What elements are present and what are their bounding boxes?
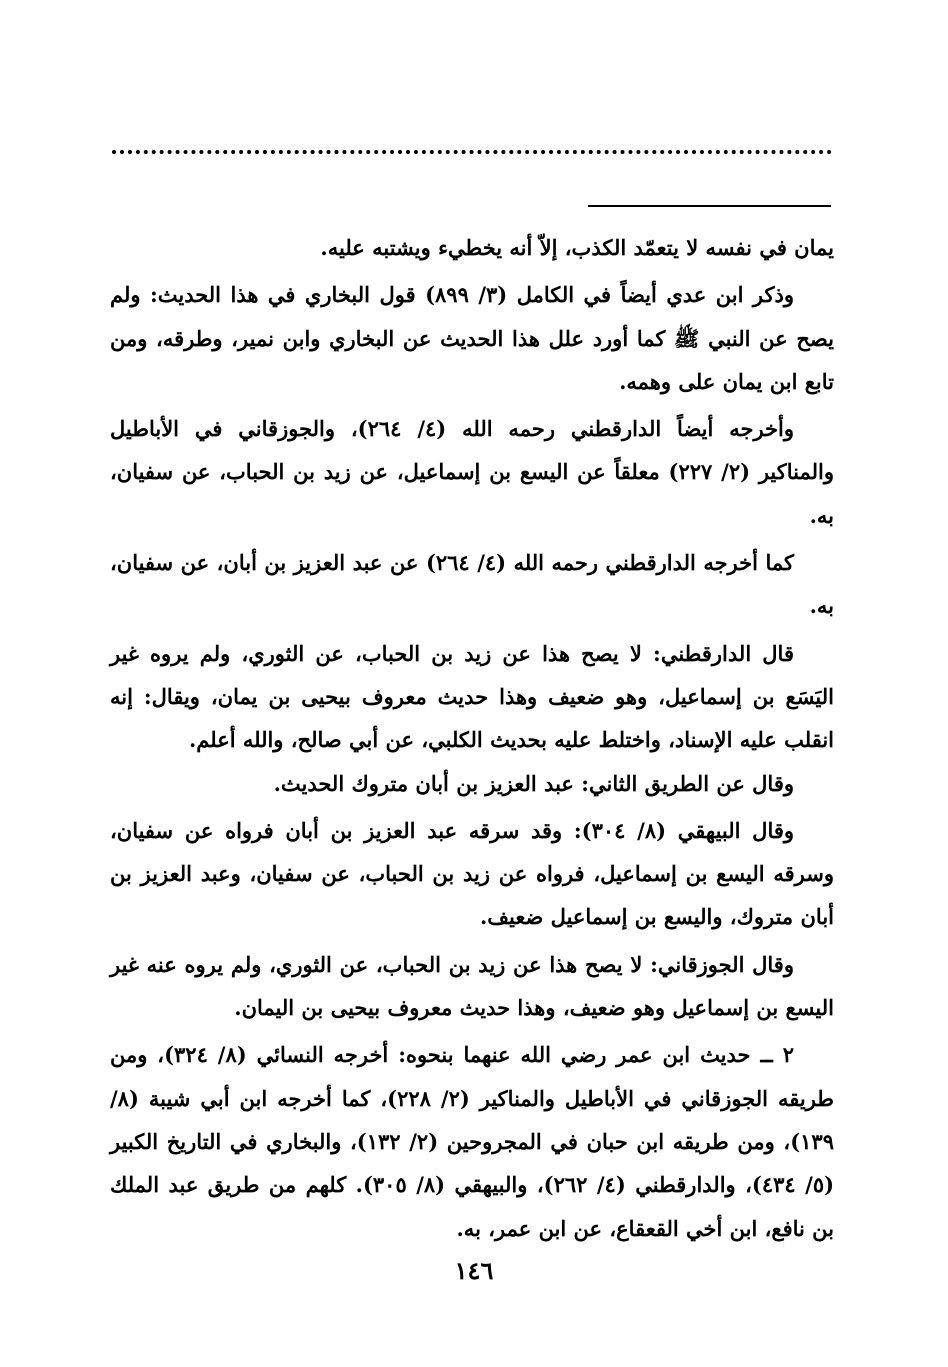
paragraph: وقال البيهقي (٨/ ٣٠٤): وقد سرقه عبد العزيز بن أبان فرواه عن سفيان، وسرقه اليسع بن إسماعيل، فرواه عن زيد بن الحباب، عن سفيان، وعبد العزيز بن أبان متروك، واليسع بن إسماعيل ضعيف. [110, 817, 834, 930]
paragraph: وقال الجوزقاني: لا يصح هذا عن زيد بن الحباب، عن الثوري، ولم يروه عنه غير اليسع بن إسماعيل وهو ضعيف، وهذا حديث معروف بيحيى بن اليمان. [110, 951, 834, 1021]
paragraph: يمان في نفسه لا يتعمّد الكذب، إلاّ أنه يخطيء ويشتبه عليه. [320, 235, 834, 260]
dotted-separator [112, 150, 832, 154]
paragraph: وذكر ابن عدي أيضاً في الكامل (٣/ ٨٩٩) قول البخاري في هذا الحديث: ولم يصح عن النبي ﷺ كما أورد علل هذا الحديث عن البخاري وابن نمير، وطرقه، ومن تابع ابن يمان على وهمه. [110, 282, 834, 394]
paragraph: كما أخرجه الدارقطني رحمه الله (٤/ ٢٦٤) عن عبد العزيز بن أبان، عن سفيان، به. [110, 550, 834, 619]
paragraph: ٢ ــ حديث ابن عمر رضي الله عنهما بنحوه: أخرجه النسائي (٨/ ٣٢٤)، ومن طريقه الجوزقاني في الأباطيل والمناكير (٢/ ٢٢٨)، كما أخرجه ابن أبي شيبة (٨/ ١٣٩)، ومن طريقه ابن حبان في المجروحين (٢/ ١٣٢)، والبخاري في التاريخ الكبير (٥/ ٤٣٤)، والدارقطني (٤/ ٢٦٢)، والبيهقي (٨/ ٣٠٥). كلهم من طريق عبد الملك بن نافع، ابن أخي القعقاع، عن ابن عمر، به. [110, 1042, 835, 1241]
paragraph: قال الدارقطني: لا يصح هذا عن زيد بن الحباب، عن الثوري، ولم يروه غير اليَسَع بن إسماعيل، وهو ضعيف وهذا حديث معروف بيحيى بن يمان، ويقال: إنه انقلب عليه الإسناد، واختلط عليه بحديث الكلبي، عن أبي صالح، والله أعلم. [110, 640, 834, 753]
footnote-rule [588, 205, 831, 207]
body-text [110, 226, 834, 1250]
paragraph: وقال عن الطريق الثاني: عبد العزيز بن أبان متروك الحديث. [273, 770, 794, 796]
paragraph: وأخرجه أيضاً الدارقطني رحمه الله (٤/ ٢٦٤)، والجوزقاني في الأباطيل والمناكير (٢/ ٢٢٧) معلقاً عن اليسع بن إسماعيل، عن زيد بن الحباب، عن سفيان، به. [110, 416, 834, 528]
page-number: ١٤٦ [454, 1256, 494, 1285]
